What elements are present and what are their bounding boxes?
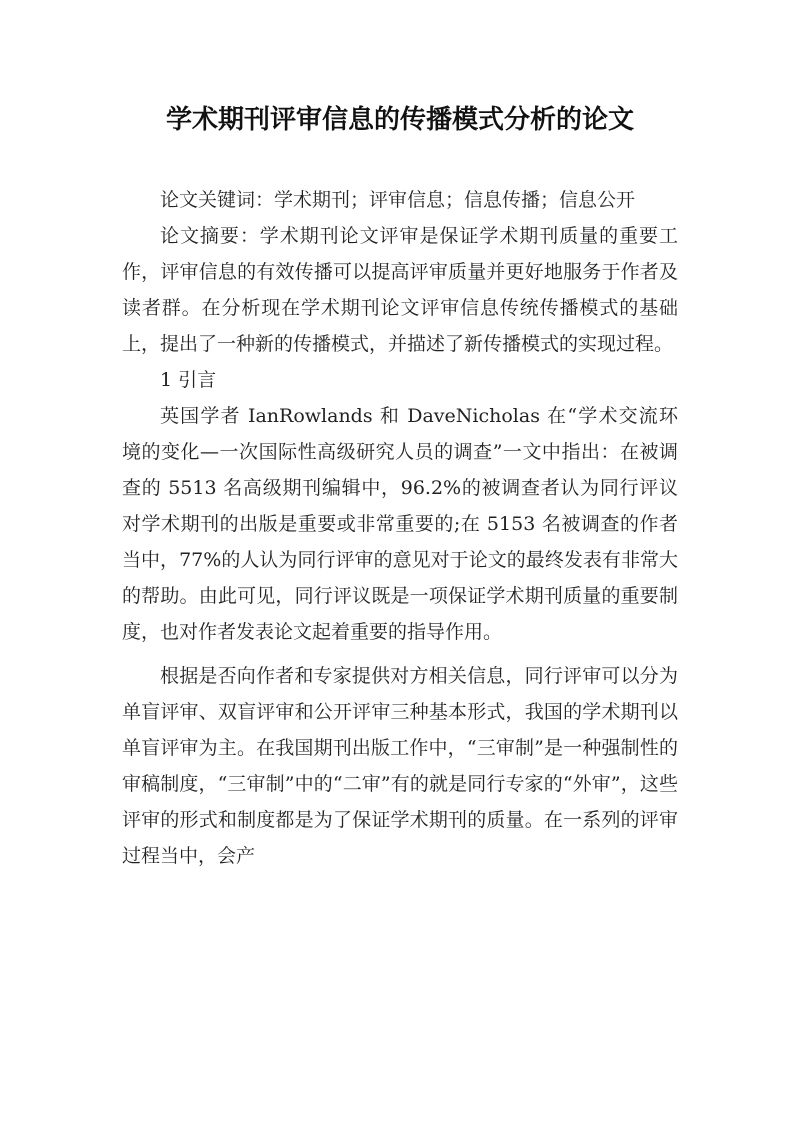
section-heading-introduction: 1 引言 bbox=[160, 369, 217, 391]
body-paragraph-2: 根据是否向作者和专家提供对方相关信息，同行评审可以分为单盲评审、双盲评审和公开评审三种基本形式，我国的学术期刊以单盲评审为主。在我国期刊出版工作中，“三审制”是一种强制性的审稿制度，“三审制”中的“二审”有的就是同行专家的“外审”，这些评审的形式和制度都是为了保证学术期刊的质量。在一系列的评审过程当中，会产 bbox=[122, 665, 678, 867]
keywords-paragraph: 论文关键词：学术期刊；评审信息；信息传播；信息公开 bbox=[160, 189, 636, 211]
document-title: 学术期刊评审信息的传播模式分析的论文 bbox=[165, 105, 634, 135]
abstract-paragraph: 论文摘要：学术期刊论文评审是保证学术期刊质量的重要工作，评审信息的有效传播可以提高评审质量并更好地服务于作者及读者群。在分析现在学术期刊论文评审信息传统传播模式的基础上，提出了一种新的传播模式，并描述了新传播模式的实现过程。 bbox=[122, 225, 678, 355]
document-body bbox=[122, 182, 678, 874]
body-paragraph-1: 英国学者 IanRowlands 和 DaveNicholas 在“学术交流环境的变化—一次国际性高级研究人员的调查”一文中指出：在被调查的 5513 名高级期刊编辑中，96.2%的被调查者认为同行评议对学术期刊的出版是重要或非常重要的;在 5153 名被调查的作者当中，77%的人认为同行评审的意见对于论文的最终发表有非常大的帮助。由此可见，同行评议既是一项保证学术期刊质量的重要制度，也对作者发表论文起着重要的指导作用。 bbox=[122, 405, 678, 643]
